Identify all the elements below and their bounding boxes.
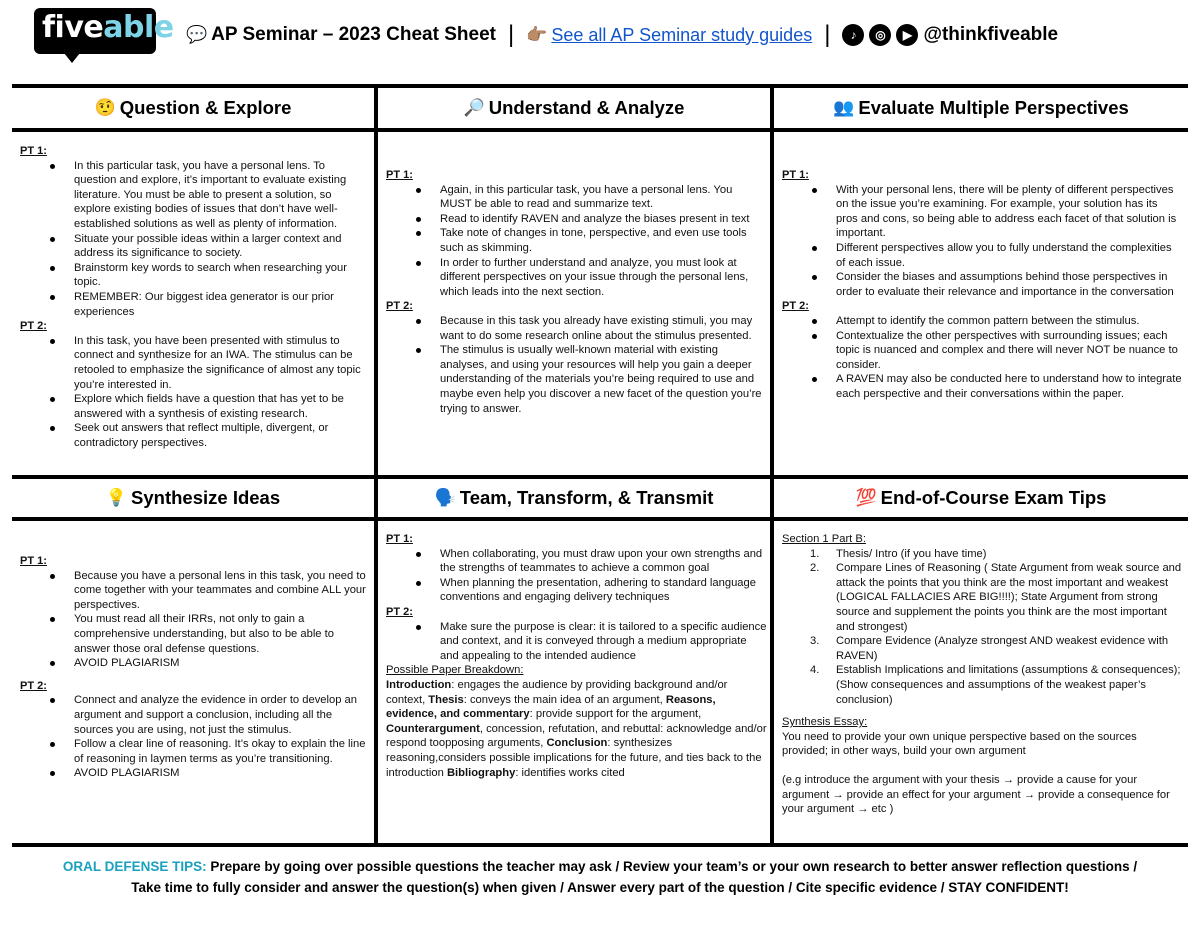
row-divider	[12, 517, 1188, 521]
synthesis-example: (e.g introduce the argument with your thesis → provide a cause for your argument → provide an effect for your argument → provide a consequence for your argument → etc )	[782, 773, 1170, 816]
list-item: When planning the presentation, adhering to standard language conventions and engaging delivery techniques	[440, 576, 768, 605]
list-item: Consider the biases and assumptions behind those perspectives in order to evaluate their relevance and importance in the conversation	[836, 270, 1182, 299]
pt2-label: PT 2:	[386, 605, 413, 618]
list-item: Because you have a personal lens in this task, you need to come together with your teammates and combine ALL your perspectives.	[74, 569, 370, 613]
oral-defense-tips	[0, 856, 1200, 898]
paper-breakdown-title: Possible Paper Breakdown:	[386, 664, 524, 677]
list-item: Seek out answers that reflect multiple, divergent, or contradictory perspectives.	[74, 421, 370, 450]
pt2-label: PT 2:	[20, 679, 47, 692]
column-divider	[374, 88, 378, 843]
list-item: You must read all their IRRs, not only to gain a comprehensive understanding, but also to be able to answer those oral defense questions.	[74, 612, 370, 656]
pt1-list	[386, 183, 766, 300]
lightbulb-icon: 💡	[105, 488, 128, 507]
pt1-label: PT 1:	[386, 533, 413, 545]
pt1-label: PT 1:	[20, 145, 47, 157]
list-item: 3. Compare Evidence (Analyze strongest AND weakest evidence with RAVEN)	[810, 635, 1169, 662]
speech-bubble-icon: 💬	[186, 25, 208, 44]
list-item: 2. Compare Lines of Reasoning ( State Argument from weak source and attack the points that you think are the most important and weakest (LOGICAL FALLACIES ARE BIG!!!!); State Argument from strong source and supplement the points you think are the most important and strongest)	[810, 562, 1182, 633]
pt2-label: PT 2:	[782, 300, 809, 313]
footer-line-1: Prepare by going over possible questions the teacher may ask / Review your team’s or your own research to better answer reflection questions /	[206, 859, 1138, 874]
list-item: REMEMBER: Our biggest idea generator is our prior experiences	[74, 290, 370, 319]
thinking-face-icon: 🤨	[94, 98, 116, 117]
understand-analyze-content	[386, 168, 766, 416]
list-item: Different perspectives allow you to fully understand the complexities of each issue.	[836, 241, 1182, 270]
divider: |	[824, 21, 831, 48]
header-title-bar	[186, 21, 1059, 48]
pt2-list	[386, 620, 768, 664]
list-item: In this particular task, you have a personal lens. To question and explore, it’s important to evaluate existing literature. You must be able to present a solution, so explore existing bodies of issues that don’t have well-established solutions as well as plenty of information.	[74, 159, 370, 232]
instagram-icon[interactable]: ◎	[869, 24, 891, 46]
list-item: AVOID PLAGIARISM	[74, 656, 370, 671]
list-item: Take note of changes in tone, perspective, and even use tools such as skimming.	[440, 226, 766, 255]
question-explore-content	[20, 144, 370, 450]
footer-label: ORAL DEFENSE TIPS:	[62, 859, 207, 874]
divider: |	[507, 21, 515, 48]
synthesis-essay-title: Synthesis Essay:	[782, 716, 868, 729]
list-item: 1. Thesis/ Intro (if you have time)	[810, 547, 987, 560]
column-divider	[770, 88, 774, 843]
list-item: Read to identify RAVEN and analyze the biases present in text	[440, 212, 766, 227]
hundred-points-icon: 💯	[855, 488, 877, 507]
header	[0, 0, 1200, 80]
pt1-list	[782, 183, 1182, 300]
section1-title: Section 1 Part B:	[782, 533, 866, 545]
list-item: Situate your possible ideas within a larger context and address its significance to society.	[74, 232, 370, 261]
list-item: Because in this task you already have existing stimuli, you may want to do some research online about the stimulus presented.	[440, 314, 766, 343]
pt2-list	[20, 334, 370, 451]
list-item: Follow a clear line of reasoning. It’s okay to explain the line of reasoning in laymen terms as you’re transitioning.	[74, 737, 370, 766]
pt2-label: PT 2:	[386, 300, 413, 313]
fiveable-logo[interactable]	[34, 8, 174, 54]
pt1-label: PT 1:	[386, 169, 413, 181]
list-item: The stimulus is usually well-known material with existing analyses, and using your resources will help you gain a deeper understanding of the materials you’re being required to use and maybe even help you discover a new facet of the question you’re trying to answer.	[440, 343, 766, 416]
list-item: In order to further understand and analyze, you must look at different perspectives on your issue through the personal lens, which leads into the next section.	[440, 256, 766, 300]
list-item: Brainstorm key words to search when researching your topic.	[74, 261, 370, 290]
list-item: Connect and analyze the evidence in order to develop an argument and support a conclusion, including all the sources you are using, not just the stimulus.	[74, 693, 370, 737]
social-handle[interactable]: @thinkfiveable	[923, 24, 1059, 45]
synthesis-essay-text: You need to provide your own unique perspective based on the sources provided; in other ways, build your own argument	[782, 730, 1137, 758]
youtube-icon[interactable]: ▶	[896, 24, 918, 46]
list-item: A RAVEN may also be conducted here to understand how to integrate each perspective and their conversations within the paper.	[836, 373, 1182, 400]
speaking-head-icon: 🗣️	[434, 488, 456, 507]
row-divider	[12, 128, 1188, 132]
synthesize-ideas-content	[20, 554, 370, 781]
cheat-sheet-grid	[12, 84, 1188, 847]
list-item: Contextualize the other perspectives with surrounding issues; each topic is nuanced and complex and there will never NOT be nuance to consider.	[836, 329, 1182, 373]
logo-text-b: able	[103, 10, 174, 45]
section-title-team: 🗣️ Team, Transform, & Transmit	[434, 487, 714, 508]
study-guides-link[interactable]: See all AP Seminar study guides	[551, 24, 813, 45]
list-item: Attempt to identify the common pattern between the stimulus.	[836, 314, 1182, 329]
pt2-label: PT 2:	[20, 320, 47, 333]
list-item: Make sure the purpose is clear: it is tailored to a specific audience and context, and it is conveyed through a medium appropriate and appealing to the intended audience	[440, 620, 767, 662]
section-title-exam: 💯 End-of-Course Exam Tips	[855, 487, 1107, 508]
pt1-list	[386, 547, 768, 605]
list-item: AVOID PLAGIARISM	[74, 766, 370, 781]
people-icon: 👥	[833, 98, 855, 117]
list-item: Again, in this particular task, you have a personal lens. You MUST be able to read and summarize text.	[440, 183, 766, 212]
page-title: AP Seminar – 2023 Cheat Sheet	[211, 24, 496, 45]
list-item: When collaborating, you must draw upon your own strengths and the strengths of teammates to achieve a common goal	[440, 547, 768, 576]
pointing-hand-icon: 👉🏽	[526, 25, 548, 44]
magnifier-icon: 🔎	[463, 98, 485, 117]
list-item: With your personal lens, there will be plenty of different perspectives on the issue you’re examining. For example, your solution has its pros and cons, so being able to address each facet of that solution is important.	[836, 183, 1182, 241]
pt2-list	[782, 314, 1182, 402]
section-title-synthesize: 💡 Synthesize Ideas	[105, 487, 281, 508]
section-title-evaluate: 👥 Evaluate Multiple Perspectives	[833, 97, 1129, 118]
section1-list	[782, 547, 1184, 708]
pt2-list	[20, 693, 370, 781]
logo-text-a: five	[42, 10, 104, 45]
pt1-list	[20, 569, 370, 671]
exam-tips-content	[782, 532, 1184, 817]
paper-breakdown-text: Introduction: engages the audience by providing background and/or context, Thesis: conveys the main idea of an argument, Reasons, evidence, and commentary: provide support for the argument, Counterargument, concession, refutation, and rebuttal: acknowledge and/or respond toopposing arguments, Conclusion: synthesizes reasoning,considers possible implications for the future, and ties back to the introduction Bibliography: identifies works cited	[386, 678, 767, 779]
section-title-understand: 🔎 Understand & Analyze	[463, 97, 685, 118]
pt1-label: PT 1:	[20, 555, 47, 567]
pt1-list	[20, 159, 370, 320]
tiktok-icon[interactable]: ♪	[842, 24, 864, 46]
list-item: 4. Establish Implications and limitations (assumptions & consequences); (Show consequences and assumptions of the weakest paper’s conclusion)	[810, 664, 1181, 706]
team-transform-content	[386, 532, 768, 780]
evaluate-perspectives-content	[782, 168, 1182, 402]
list-item: In this task, you have been presented with stimulus to connect and synthesize for an IWA. The stimulus can be retooled to emphasize the significance of almost any topic you’re interested in.	[74, 334, 370, 392]
pt2-list	[386, 314, 766, 416]
pt1-label: PT 1:	[782, 169, 809, 181]
footer-line-2: Take time to fully consider and answer the question(s) when given / Answer every part of the question / Cite specific evidence / STAY CONFIDENT!	[131, 880, 1069, 895]
list-item: Explore which fields have a question that has yet to be answered with a synthesis of existing research.	[74, 392, 370, 421]
section-title-question: 🤨 Question & Explore	[94, 97, 292, 118]
